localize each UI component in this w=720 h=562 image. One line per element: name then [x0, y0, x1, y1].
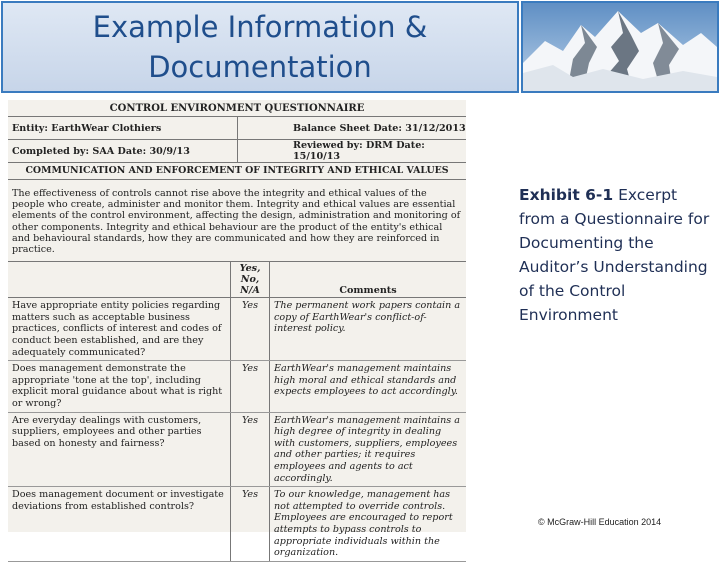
answer-cell: Yes	[231, 361, 270, 412]
section-intro: The effectiveness of controls cannot rise above the integrity and ethical values of the people who create, administer and monitor them. Integrity and ethical values are essential elements of the control environment, affecting the design, administration and monitoring of other components. Integrity and ethical behaviour are the product of the entity's ethical and behavioural standards, how they are communicated and how they are reinforced in practice.	[8, 180, 466, 262]
question-cell: Are everyday dealings with customers, suppliers, employees and other parties based on honesty and fairness?	[8, 412, 231, 487]
questionnaire-heading: CONTROL ENVIRONMENT QUESTIONNAIRE	[8, 100, 466, 117]
comment-cell: The permanent work papers contain a copy of EarthWear's conflict-of-interest policy.	[270, 298, 467, 361]
balance-sheet-date: Balance Sheet Date: 31/12/2013	[293, 122, 466, 134]
entity-row	[8, 117, 466, 140]
control-environment-questionnaire	[8, 100, 466, 559]
table-header-row	[8, 262, 466, 298]
comment-cell: EarthWear's management maintains a high degree of integrity in dealing with customers, suppliers, employees and other parties; it requires employees and agents to act accordingly.	[270, 412, 467, 487]
mountain-photo	[521, 1, 719, 93]
slide-title-line-2: Documentation	[148, 50, 372, 84]
slide-title	[1, 1, 519, 93]
signoff-row	[8, 140, 466, 163]
copyright-notice: © McGraw-Hill Education 2014	[538, 517, 662, 527]
answer-header-line-1: Yes,	[239, 263, 261, 275]
comment-cell: To our knowledge, management has not attempted to override controls. Employees are encouraged to report attempts to bypass controls to appropriate individuals within the organization.	[270, 487, 467, 562]
reviewed-by: Reviewed by: DRM Date: 15/10/13	[293, 140, 425, 162]
question-column-header	[8, 262, 231, 298]
exhibit-caption	[519, 183, 711, 327]
question-cell: Does management document or investigate deviations from established controls?	[8, 487, 231, 562]
table-row	[8, 412, 466, 487]
table-row	[8, 487, 466, 562]
entity-name: Entity: EarthWear Clothiers	[8, 117, 238, 139]
table-row	[8, 298, 466, 361]
question-cell: Have appropriate entity policies regarding matters such as acceptable business practices, conflicts of interest and codes of conduct been established, and are they adequately communicated?	[8, 298, 231, 361]
table-row	[8, 361, 466, 412]
answer-column-header	[231, 262, 270, 298]
answer-cell: Yes	[231, 412, 270, 487]
exhibit-description: Excerpt from a Questionnaire for Documenting the Auditor’s Understanding of the Control Environment	[519, 186, 710, 324]
answer-cell: Yes	[231, 298, 270, 361]
question-cell: Does management demonstrate the appropriate 'tone at the top', including explicit moral guidance about what is right or wrong?	[8, 361, 231, 412]
completed-by: Completed by: SAA Date: 30/9/13	[8, 140, 238, 162]
comments-column-header: Comments	[270, 262, 467, 298]
section-title: COMMUNICATION AND ENFORCEMENT OF INTEGRITY AND ETHICAL VALUES	[8, 163, 466, 180]
exhibit-label: Exhibit 6-1	[519, 186, 614, 204]
slide-title-line-1: Example Information &	[92, 10, 428, 44]
answer-header-line-2: No, N/A	[240, 274, 260, 297]
comment-cell: EarthWear's management maintains high moral and ethical standards and expects employees to act accordingly.	[270, 361, 467, 412]
mountain-illustration	[523, 3, 717, 91]
answer-cell: Yes	[231, 487, 270, 562]
questionnaire-table	[8, 262, 466, 561]
